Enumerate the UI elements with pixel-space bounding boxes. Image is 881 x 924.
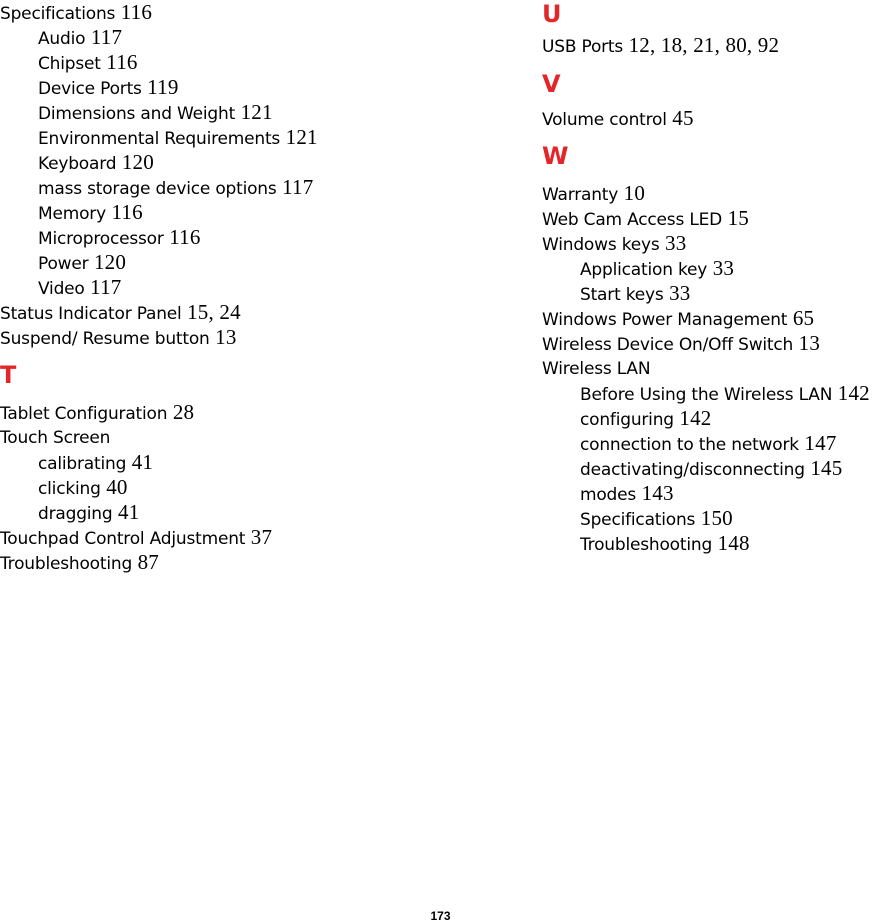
letter-heading-t: T [0, 361, 17, 389]
page-refs: 65 [792, 306, 815, 330]
page-refs: 116 [111, 200, 143, 224]
index-term: Audio [38, 29, 86, 49]
page-refs: 147 [804, 431, 837, 455]
index-entry [0, 425, 520, 450]
index-subentry [0, 75, 520, 100]
index-entry [542, 28, 881, 62]
page-refs: 117 [282, 175, 314, 199]
index-entry [542, 181, 881, 206]
index-subentry [0, 500, 520, 525]
index-subentry [0, 225, 520, 250]
index-entry [0, 525, 520, 550]
index-term: mass storage device options [38, 179, 277, 199]
page-refs: 87 [137, 550, 159, 574]
page-refs: 10 [623, 181, 646, 205]
page-refs: 40 [106, 475, 128, 499]
index-term: deactivating/disconnecting [580, 460, 805, 480]
index-term: Windows keys [542, 235, 660, 255]
index-subentry [0, 25, 520, 50]
index-subentry [0, 450, 520, 475]
index-term: Video [38, 279, 85, 299]
page-refs: 28 [172, 400, 195, 424]
index-entry [542, 306, 881, 331]
index-entry [542, 106, 881, 131]
index-term: Before Using the Wireless LAN [580, 385, 833, 405]
index-term: Troubleshooting [580, 535, 713, 555]
page-refs: 119 [147, 75, 179, 99]
index-subentry [542, 456, 881, 481]
index-subentry [542, 256, 881, 281]
index-subentry [542, 506, 881, 531]
page-refs: 150 [700, 506, 733, 530]
index-subentry [0, 275, 520, 300]
index-entry [542, 206, 881, 231]
page-refs: 37 [250, 525, 273, 549]
index-term: Web Cam Access LED [542, 210, 723, 230]
index-term: clicking [38, 479, 101, 499]
index-term: Tablet Configuration [0, 404, 168, 424]
page-refs: 116 [106, 50, 138, 74]
page-refs: 148 [717, 531, 750, 555]
index-column-right [542, 0, 881, 556]
page-refs: 116 [120, 0, 153, 24]
index-term: calibrating [38, 454, 127, 474]
letter-heading-v: V [542, 70, 561, 98]
page-refs: 120 [93, 250, 127, 274]
index-term: Power [38, 254, 89, 274]
index-subentry [542, 281, 881, 306]
page-number: 173 [430, 909, 451, 923]
page-refs: 13 [798, 331, 821, 355]
page-refs: 15, 24 [187, 300, 241, 324]
page-refs: 121 [285, 125, 318, 149]
page-refs: 33 [665, 231, 687, 255]
page-refs: 33 [712, 256, 735, 280]
index-entry [0, 550, 520, 575]
index-term: configuring [580, 410, 674, 430]
page-refs: 117 [90, 275, 122, 299]
page-refs: 41 [118, 500, 140, 524]
index-entry [0, 325, 520, 350]
index-entry [542, 356, 881, 381]
letter-heading-w: W [542, 142, 569, 170]
index-subentry [542, 406, 881, 431]
index-term: Wireless LAN [542, 359, 651, 379]
page-refs: 33 [669, 281, 691, 305]
page-refs: 41 [131, 450, 154, 474]
index-subentry [0, 175, 520, 200]
index-term: Keyboard [38, 154, 117, 174]
index-term: Chipset [38, 54, 101, 74]
letter-heading-u: U [542, 0, 562, 28]
page-refs: 121 [240, 100, 273, 124]
index-term: dragging [38, 504, 113, 524]
index-subentry [542, 531, 881, 556]
index-term: Touchpad Control Adjustment [0, 529, 246, 549]
index-subentry [0, 125, 520, 150]
index-term: Wireless Device On/Off Switch [542, 335, 794, 355]
index-term: Windows Power Management [542, 310, 788, 330]
page-refs: 143 [641, 481, 674, 505]
index-term: modes [580, 485, 637, 505]
index-entry [542, 231, 881, 256]
page-refs: 13 [215, 325, 237, 349]
index-subentry [542, 481, 881, 506]
index-term: Troubleshooting [0, 554, 133, 574]
index-term: Touch Screen [0, 428, 111, 448]
index-term: Microprocessor [38, 229, 164, 249]
index-entry [0, 0, 520, 25]
index-subentry [542, 381, 881, 406]
index-term: Application key [580, 260, 708, 280]
page-refs: 12, 18, 21, 80, 92 [628, 33, 780, 57]
index-entry [0, 300, 520, 325]
page-refs: 45 [672, 106, 694, 130]
index-term: Device Ports [38, 79, 142, 99]
index-subentry [542, 431, 881, 456]
index-term: connection to the network [580, 435, 799, 455]
page-refs: 142 [837, 381, 870, 405]
index-entry [542, 331, 881, 356]
index-subentry [0, 200, 520, 225]
page-refs: 120 [121, 150, 154, 174]
index-entry [0, 400, 520, 425]
index-subentry [0, 250, 520, 275]
index-term: Volume control [542, 110, 667, 130]
index-subentry [0, 100, 520, 125]
page-refs: 116 [169, 225, 201, 249]
index-term: Suspend/ Resume button [0, 329, 210, 349]
index-term: Specifications [0, 4, 116, 24]
index-subentry [0, 50, 520, 75]
index-term: Warranty [542, 185, 619, 205]
index-term: Status Indicator Panel [0, 304, 182, 324]
index-term: USB Ports [542, 37, 624, 57]
index-term: Specifications [580, 510, 696, 530]
index-term: Start keys [580, 285, 664, 305]
page-refs: 142 [679, 406, 712, 430]
page-refs: 117 [90, 25, 123, 49]
page-refs: 15 [727, 206, 749, 230]
page-refs: 145 [810, 456, 843, 480]
index-column-left [0, 0, 520, 575]
index-subentry [0, 150, 520, 175]
index-term: Memory [38, 204, 106, 224]
index-term: Dimensions and Weight [38, 104, 236, 124]
index-subentry [0, 475, 520, 500]
index-term: Environmental Requirements [38, 129, 281, 149]
